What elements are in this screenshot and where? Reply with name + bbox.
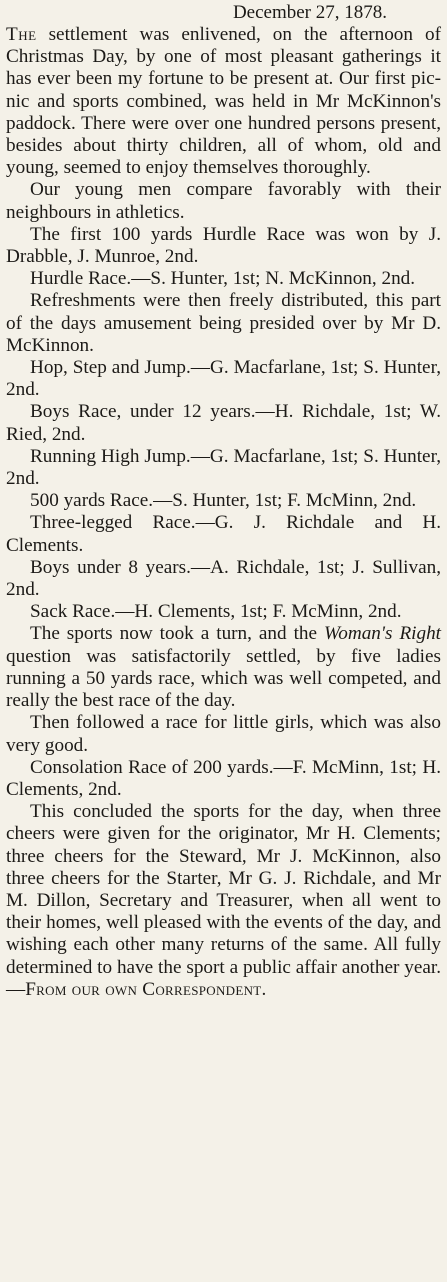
paragraph-closing bbox=[6, 801, 441, 1001]
text-run: The sports now took a turn, and the bbox=[30, 623, 318, 645]
paragraph: Three-legged Race.—G. J. Richdale and H. Clements. bbox=[6, 512, 441, 556]
paragraph-intro bbox=[6, 24, 441, 179]
paragraph: Boys Race, under 12 years.—H. Richdale, 1st; W. Ried, 2nd. bbox=[6, 401, 441, 445]
signature: From our own Correspondent. bbox=[25, 978, 267, 1000]
text-run: question was satisfactorily settled, by five ladies running a 50 yards race, which was well competed, and really the best race of the day. bbox=[6, 645, 441, 712]
dateline: December 27, 1878. bbox=[232, 2, 387, 23]
italic-phrase: Woman's Right bbox=[324, 623, 442, 645]
paragraph: 500 yards Race.—S. Hunter, 1st; F. McMinn, 2nd. bbox=[30, 490, 417, 512]
paragraph-womens-right bbox=[6, 623, 441, 712]
paragraph-intro-text: settlement was enlivened, on the afternoon of Christmas Day, by one of most pleasant gatherings it has ever been my fortune to be present at. Our first pic-nic and sports combined, was held in Mr McKinnon's paddock. There were over one hundred persons present, besides about thirty children, all of whom, old and young, seemed to enjoy themselves thoroughly. bbox=[6, 24, 441, 179]
paragraph: Our young men compare favorably with their neighbours in athletics. bbox=[6, 179, 441, 223]
paragraph: Hurdle Race.—S. Hunter, 1st; N. McKinnon, 2nd. bbox=[30, 268, 416, 290]
paragraph: Consolation Race of 200 yards.—F. McMinn, 1st; H. Clements, 2nd. bbox=[6, 756, 441, 800]
paragraph: Then followed a race for little girls, which was also very good. bbox=[6, 712, 441, 756]
paragraph: Boys under 8 years.—A. Richdale, 1st; J. Sullivan, 2nd. bbox=[6, 556, 441, 601]
paragraph: Refreshments were then freely distributed, this part of the days amusement being presided over by Mr D. McKinnon. bbox=[6, 290, 441, 356]
paragraph: Hop, Step and Jump.—G. Macfarlane, 1st; S. Hunter, 2nd. bbox=[6, 357, 441, 401]
closing-text: This concluded the sports for the day, when three cheers were given for the originator, Mr H. Clements; three cheers for the Steward, Mr J. McKinnon, also three cheers for the Starter, Mr G. J. Richdale, and Mr M. Dillon, Secretary and Treasurer, when all went to their homes, well pleased with the events of the day, and wishing each other many returns of the same. All fully determined to have the sport a public affair another year. — bbox=[6, 801, 441, 1000]
paragraph: Sack Race.—H. Clements, 1st; F. McMinn, 2nd. bbox=[30, 601, 402, 623]
lead-word: The bbox=[6, 24, 37, 45]
paragraph: Running High Jump.—G. Macfarlane, 1st; S. Hunter, 2nd. bbox=[6, 445, 441, 490]
paragraph: The first 100 yards Hurdle Race was won by J. Drabble, J. Munroe, 2nd. bbox=[6, 223, 441, 268]
